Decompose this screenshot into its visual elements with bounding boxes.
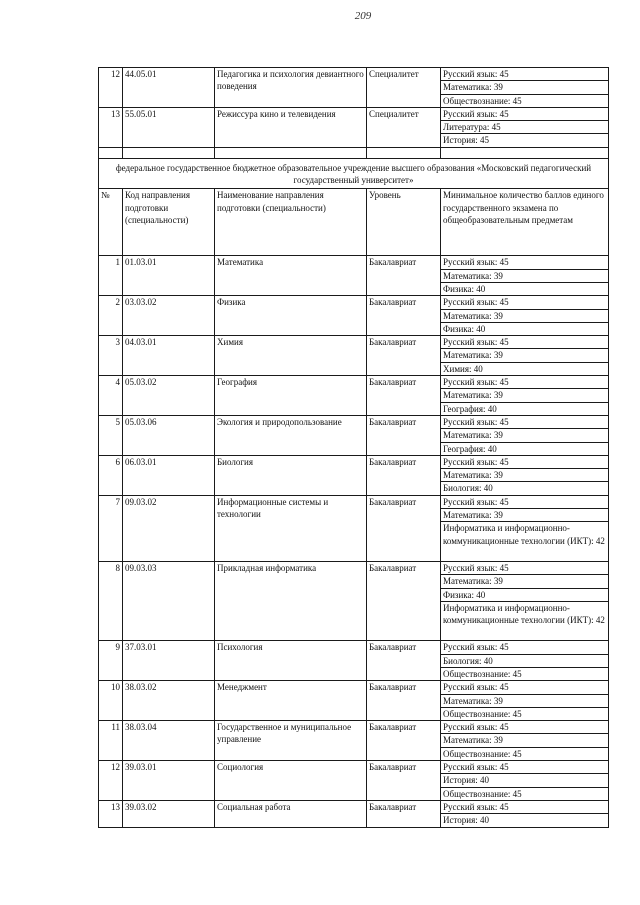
direction-code: 39.03.02 bbox=[123, 800, 215, 827]
subject-minimum-score: Русский язык: 45 bbox=[441, 495, 609, 508]
education-level: Бакалавриат bbox=[367, 256, 441, 296]
subject-minimum-score: Информатика и информационно-коммуникационные технологии (ИКТ): 42 bbox=[441, 601, 609, 641]
subject-minimum-score: Обществознание: 45 bbox=[441, 747, 609, 760]
education-level: Бакалавриат bbox=[367, 336, 441, 376]
subject-minimum-score: Математика: 39 bbox=[441, 734, 609, 747]
direction-code: 05.03.02 bbox=[123, 376, 215, 416]
subject-minimum-score: Обществознание: 45 bbox=[441, 707, 609, 720]
direction-code: 04.03.01 bbox=[123, 336, 215, 376]
education-level: Бакалавриат bbox=[367, 376, 441, 416]
empty-cell bbox=[123, 147, 215, 158]
direction-code: 39.03.01 bbox=[123, 761, 215, 801]
row-number: 9 bbox=[99, 641, 123, 681]
table-row bbox=[99, 495, 609, 508]
table-row bbox=[99, 721, 609, 734]
education-level: Бакалавриат bbox=[367, 721, 441, 761]
direction-name: Педагогика и психология девиантного поведения bbox=[215, 68, 367, 108]
table-row bbox=[99, 376, 609, 389]
row-number: 7 bbox=[99, 495, 123, 561]
table-row bbox=[99, 561, 609, 574]
subject-minimum-score: Русский язык: 45 bbox=[441, 761, 609, 774]
subject-minimum-score: Русский язык: 45 bbox=[441, 107, 609, 120]
row-number: 8 bbox=[99, 561, 123, 640]
table-header-row bbox=[99, 189, 609, 256]
row-number: 11 bbox=[99, 721, 123, 761]
direction-code: 01.03.01 bbox=[123, 256, 215, 296]
row-number: 12 bbox=[99, 761, 123, 801]
direction-name: Социальная работа bbox=[215, 800, 367, 827]
subject-minimum-score: Русский язык: 45 bbox=[441, 415, 609, 428]
education-level: Бакалавриат bbox=[367, 681, 441, 721]
table-row bbox=[99, 681, 609, 694]
education-level: Бакалавриат bbox=[367, 561, 441, 640]
row-number: 1 bbox=[99, 256, 123, 296]
table-row bbox=[99, 336, 609, 349]
direction-name: Менеджмент bbox=[215, 681, 367, 721]
subject-minimum-score: Информатика и информационно-коммуникационные технологии (ИКТ): 42 bbox=[441, 522, 609, 562]
subject-minimum-score: Обществознание: 45 bbox=[441, 787, 609, 800]
subject-minimum-score: Русский язык: 45 bbox=[441, 376, 609, 389]
education-level: Бакалавриат bbox=[367, 415, 441, 455]
education-level: Специалитет bbox=[367, 107, 441, 147]
table-row bbox=[99, 641, 609, 654]
subject-minimum-score: Русский язык: 45 bbox=[441, 800, 609, 813]
header-subjects: Минимальное количество баллов единого государственного экзамена по общеобразовательным предметам bbox=[441, 189, 609, 256]
table-row bbox=[99, 455, 609, 468]
subject-minimum-score: Обществознание: 45 bbox=[441, 667, 609, 680]
education-level: Бакалавриат bbox=[367, 761, 441, 801]
direction-name: География bbox=[215, 376, 367, 416]
direction-name: Химия bbox=[215, 336, 367, 376]
direction-name: Государственное и муниципальное управление bbox=[215, 721, 367, 761]
subject-minimum-score: Русский язык: 45 bbox=[441, 561, 609, 574]
subject-minimum-score: Русский язык: 45 bbox=[441, 455, 609, 468]
subject-minimum-score: История: 40 bbox=[441, 814, 609, 827]
empty-cell bbox=[441, 147, 609, 158]
subject-minimum-score: Химия: 40 bbox=[441, 362, 609, 375]
direction-name: Информационные системы и технологии bbox=[215, 495, 367, 561]
direction-name: Биология bbox=[215, 455, 367, 495]
education-level: Бакалавриат bbox=[367, 495, 441, 561]
row-number: 13 bbox=[99, 800, 123, 827]
subject-minimum-score: Русский язык: 45 bbox=[441, 296, 609, 309]
subject-minimum-score: Физика: 40 bbox=[441, 588, 609, 601]
subject-minimum-score: Математика: 39 bbox=[441, 469, 609, 482]
admission-table bbox=[98, 67, 609, 828]
empty-cell bbox=[99, 147, 123, 158]
subject-minimum-score: Русский язык: 45 bbox=[441, 336, 609, 349]
empty-cell bbox=[367, 147, 441, 158]
education-level: Бакалавриат bbox=[367, 800, 441, 827]
subject-minimum-score: Математика: 39 bbox=[441, 575, 609, 588]
table-row bbox=[99, 68, 609, 81]
table-row bbox=[99, 107, 609, 120]
row-number: 5 bbox=[99, 415, 123, 455]
direction-code: 06.03.01 bbox=[123, 455, 215, 495]
direction-code: 09.03.02 bbox=[123, 495, 215, 561]
subject-minimum-score: Русский язык: 45 bbox=[441, 721, 609, 734]
direction-name: Математика bbox=[215, 256, 367, 296]
subject-minimum-score: География: 40 bbox=[441, 402, 609, 415]
education-level: Бакалавриат bbox=[367, 296, 441, 336]
table-row bbox=[99, 415, 609, 428]
table-row bbox=[99, 800, 609, 813]
direction-name: Физика bbox=[215, 296, 367, 336]
subject-minimum-score: Биология: 40 bbox=[441, 482, 609, 495]
subject-minimum-score: Математика: 39 bbox=[441, 389, 609, 402]
organization-title: федеральное государственное бюджетное образовательное учреждение высшего образования «Московский педагогический государственный университет» bbox=[99, 158, 609, 189]
subject-minimum-score: История: 45 bbox=[441, 134, 609, 147]
direction-code: 03.03.02 bbox=[123, 296, 215, 336]
row-number: 4 bbox=[99, 376, 123, 416]
header-level: Уровень bbox=[367, 189, 441, 256]
row-number: 12 bbox=[99, 68, 123, 108]
subject-minimum-score: Русский язык: 45 bbox=[441, 641, 609, 654]
header-number: № bbox=[99, 189, 123, 256]
subject-minimum-score: Русский язык: 45 bbox=[441, 681, 609, 694]
subject-minimum-score: Математика: 39 bbox=[441, 429, 609, 442]
direction-code: 05.03.06 bbox=[123, 415, 215, 455]
subject-minimum-score: Физика: 40 bbox=[441, 322, 609, 335]
subject-minimum-score: Русский язык: 45 bbox=[441, 68, 609, 81]
direction-name: Режиссура кино и телевидения bbox=[215, 107, 367, 147]
subject-minimum-score: Обществознание: 45 bbox=[441, 94, 609, 107]
direction-code: 38.03.04 bbox=[123, 721, 215, 761]
subject-minimum-score: История: 40 bbox=[441, 774, 609, 787]
subject-minimum-score: Математика: 39 bbox=[441, 509, 609, 522]
row-number: 13 bbox=[99, 107, 123, 147]
spacer-row bbox=[99, 147, 609, 158]
direction-code: 38.03.02 bbox=[123, 681, 215, 721]
subject-minimum-score: Русский язык: 45 bbox=[441, 256, 609, 269]
subject-minimum-score: Математика: 39 bbox=[441, 349, 609, 362]
direction-code: 09.03.03 bbox=[123, 561, 215, 640]
direction-code: 37.03.01 bbox=[123, 641, 215, 681]
header-code: Код направления подготовки (специальности) bbox=[123, 189, 215, 256]
row-number: 2 bbox=[99, 296, 123, 336]
education-level: Специалитет bbox=[367, 68, 441, 108]
row-number: 6 bbox=[99, 455, 123, 495]
row-number: 3 bbox=[99, 336, 123, 376]
subject-minimum-score: Физика: 40 bbox=[441, 282, 609, 295]
subject-minimum-score: Математика: 39 bbox=[441, 81, 609, 94]
direction-name: Прикладная информатика bbox=[215, 561, 367, 640]
subject-minimum-score: Математика: 39 bbox=[441, 309, 609, 322]
table-row bbox=[99, 256, 609, 269]
page-number: 209 bbox=[354, 10, 372, 22]
direction-name: Социология bbox=[215, 761, 367, 801]
row-number: 10 bbox=[99, 681, 123, 721]
subject-minimum-score: Математика: 39 bbox=[441, 694, 609, 707]
table-row bbox=[99, 761, 609, 774]
subject-minimum-score: География: 40 bbox=[441, 442, 609, 455]
organization-row bbox=[99, 158, 609, 189]
direction-name: Экология и природопользование bbox=[215, 415, 367, 455]
subject-minimum-score: Математика: 39 bbox=[441, 269, 609, 282]
table-row bbox=[99, 296, 609, 309]
empty-cell bbox=[215, 147, 367, 158]
direction-code: 55.05.01 bbox=[123, 107, 215, 147]
direction-name: Психология bbox=[215, 641, 367, 681]
education-level: Бакалавриат bbox=[367, 641, 441, 681]
education-level: Бакалавриат bbox=[367, 455, 441, 495]
subject-minimum-score: Биология: 40 bbox=[441, 654, 609, 667]
direction-code: 44.05.01 bbox=[123, 68, 215, 108]
header-name: Наименование направления подготовки (специальности) bbox=[215, 189, 367, 256]
subject-minimum-score: Литература: 45 bbox=[441, 121, 609, 134]
